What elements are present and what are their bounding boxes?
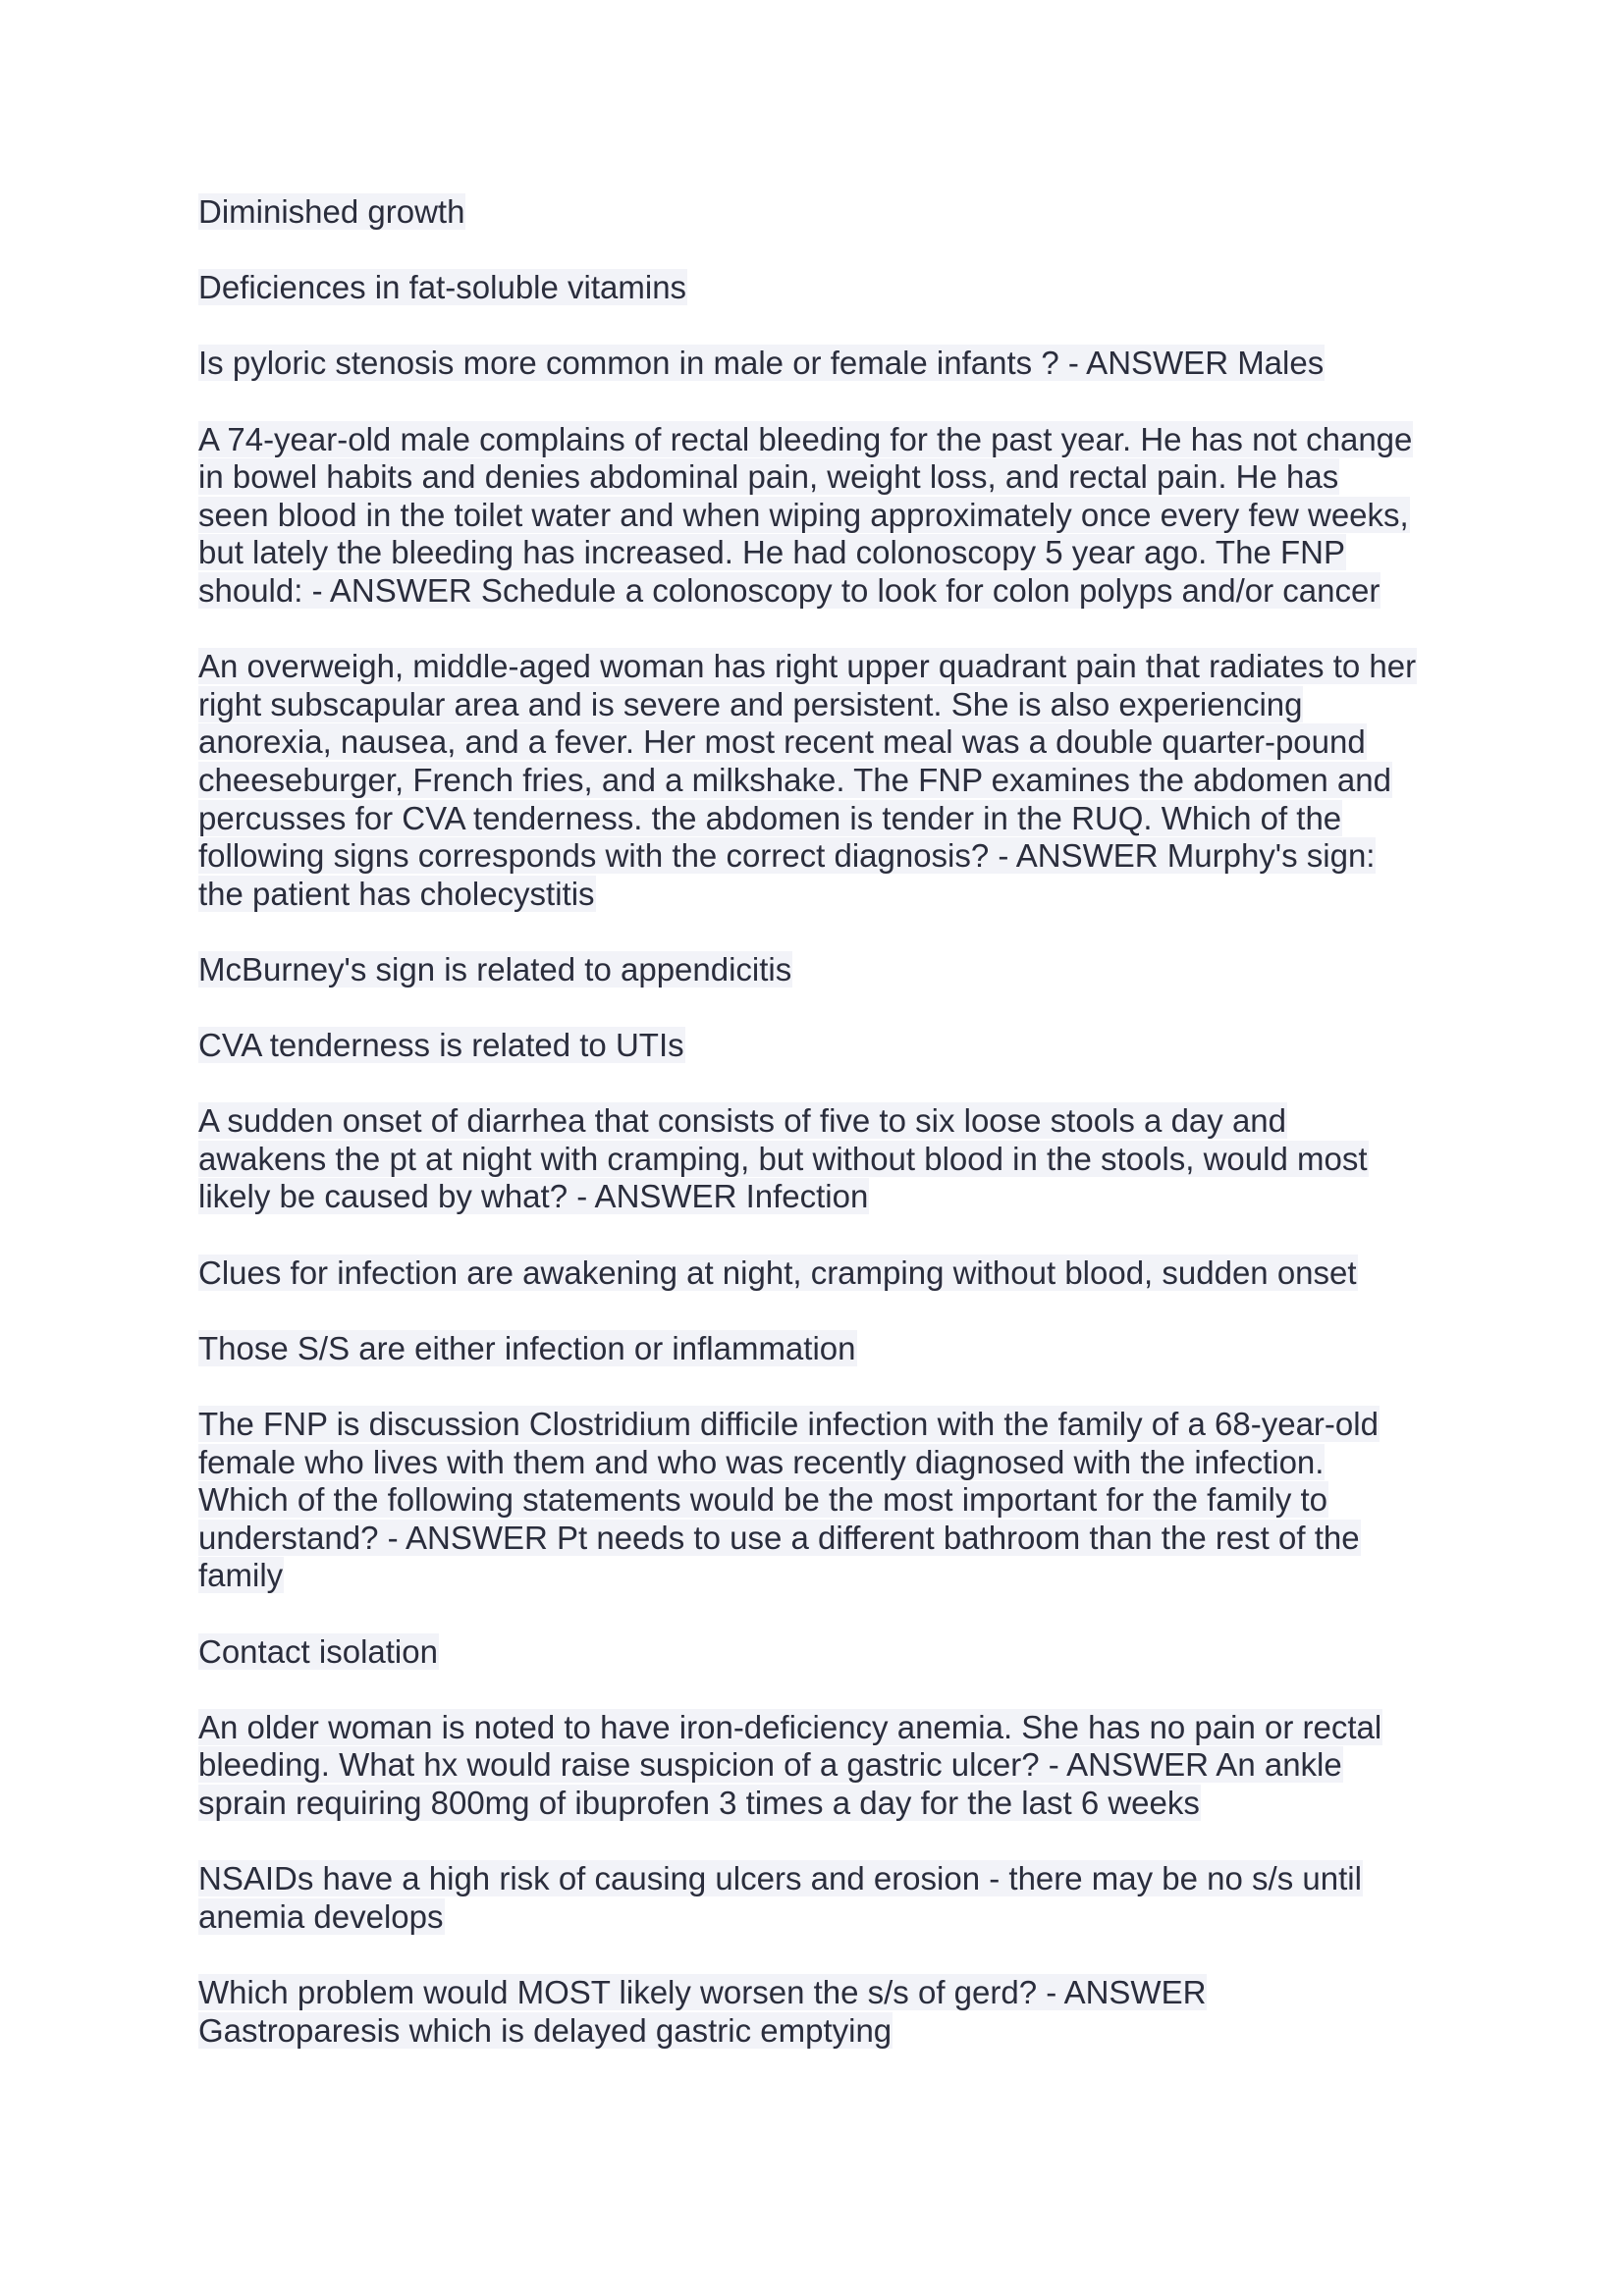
text-line [198,458,1455,497]
text-line [198,800,1455,838]
text-line-content: An overweigh, middle-aged woman has right upper quadrant pain that radiates to her [198,648,1417,685]
text-line-content: Contact isolation [198,1632,438,1670]
text-line-content: cheeseburger, French fries, and a milkshake. The FNP examines the abdomen and [198,761,1391,798]
text-line [198,1860,1455,1898]
paragraph [198,1633,1455,1672]
text-line-content: seen blood in the toilet water and when wiping approximately once every few weeks, [198,496,1409,533]
paragraph [198,193,1455,232]
text-line-content: An older woman is noted to have iron-deficiency anemia. She has no pain or rectal [198,1708,1382,1745]
paragraph [198,1102,1455,1216]
text-line-content: should: - ANSWER Schedule a colonoscopy to look for colon polyps and/or cancer [198,571,1380,609]
text-line-content: Diminished growth [198,193,465,230]
text-line-content: awakens the pt at night with cramping, but without blood in the stools, would most [198,1140,1368,1177]
paragraph [198,1860,1455,1936]
text-line [198,762,1455,800]
text-line-content: Deficiences in fat-soluble vitamins [198,269,687,306]
text-line [198,572,1455,611]
text-line [198,1102,1455,1141]
text-line-content: Which of the following statements would be the most important for the family to [198,1481,1328,1519]
text-line [198,1444,1455,1482]
text-line [198,497,1455,535]
text-line [198,1633,1455,1672]
paragraph [198,1330,1455,1368]
paragraph [198,1027,1455,1065]
paragraph [198,1255,1455,1293]
text-line [198,1557,1455,1595]
text-line [198,269,1455,307]
text-line-content: A sudden onset of diarrhea that consists of five to six loose stools a day and [198,1102,1286,1140]
text-line-content: likely be caused by what? - ANSWER Infection [198,1178,869,1215]
text-line [198,1406,1455,1444]
text-line [198,1255,1455,1293]
text-line [198,1974,1455,2012]
text-line-content: percusses for CVA tenderness. the abdomen is tender in the RUQ. Which of the [198,799,1342,836]
text-line [198,193,1455,232]
text-line-content: NSAIDs have a high risk of causing ulcers and erosion - there may be no s/s until [198,1860,1362,1897]
text-line [198,1481,1455,1520]
text-line-content: Clues for infection are awakening at night, cramping without blood, sudden onset [198,1254,1357,1291]
paragraph [198,269,1455,307]
text-line [198,648,1455,686]
paragraph [198,1974,1455,2050]
text-line [198,1330,1455,1368]
text-line-content: anorexia, nausea, and a fever. Her most recent meal was a double quarter-pound [198,723,1366,761]
text-line-content: anemia develops [198,1897,444,1935]
document-body [198,193,1455,2088]
text-line [198,876,1455,914]
text-line [198,345,1455,383]
text-line [198,951,1455,989]
text-line [198,837,1455,876]
paragraph [198,421,1455,611]
text-line-content: in bowel habits and denies abdominal pain, weight loss, and rectal pain. He has [198,458,1339,496]
text-line [198,2012,1455,2051]
text-line [198,1178,1455,1216]
text-line [198,1027,1455,1065]
text-line-content: Which problem would MOST likely worsen the s/s of gerd? - ANSWER [198,1973,1207,2010]
text-line-content: The FNP is discussion Clostridium difficile infection with the family of a 68-year-old [198,1406,1379,1442]
text-line-content: bleeding. What hx would raise suspicion of a gastric ulcer? - ANSWER An ankle [198,1746,1342,1784]
text-line-content: family [198,1557,284,1594]
text-line [198,1898,1455,1937]
text-line [198,1785,1455,1823]
paragraph [198,1709,1455,1823]
text-line-content: understand? - ANSWER Pt needs to use a different bathroom than the rest of the [198,1519,1360,1556]
text-line [198,723,1455,762]
paragraph [198,345,1455,383]
paragraph [198,648,1455,913]
paragraph [198,951,1455,989]
text-line-content: sprain requiring 800mg of ibuprofen 3 times a day for the last 6 weeks [198,1784,1200,1821]
text-line [198,534,1455,572]
text-line [198,1141,1455,1179]
text-line-content: McBurney's sign is related to appendicitis [198,950,792,988]
paragraph [198,1406,1455,1595]
text-line [198,1746,1455,1785]
text-line [198,686,1455,724]
text-line-content: Is pyloric stenosis more common in male or female infants ? - ANSWER Males [198,345,1325,382]
text-line-content: Gastroparesis which is delayed gastric emptying [198,2011,893,2049]
text-line-content: right subscapular area and is severe and persistent. She is also experiencing [198,685,1303,722]
text-line-content: CVA tenderness is related to UTIs [198,1027,684,1064]
text-line [198,1520,1455,1558]
text-line-content: the patient has cholecystitis [198,875,595,912]
text-line [198,1709,1455,1747]
text-line [198,421,1455,459]
text-line-content: Those S/S are either infection or inflammation [198,1329,856,1366]
text-line-content: A 74-year-old male complains of rectal bleeding for the past year. He has not change [198,420,1413,457]
text-line-content: but lately the bleeding has increased. He had colonoscopy 5 year ago. The FNP [198,534,1345,571]
text-line-content: female who lives with them and who was recently diagnosed with the infection. [198,1443,1325,1480]
text-line-content: following signs corresponds with the correct diagnosis? - ANSWER Murphy's sign: [198,837,1376,875]
